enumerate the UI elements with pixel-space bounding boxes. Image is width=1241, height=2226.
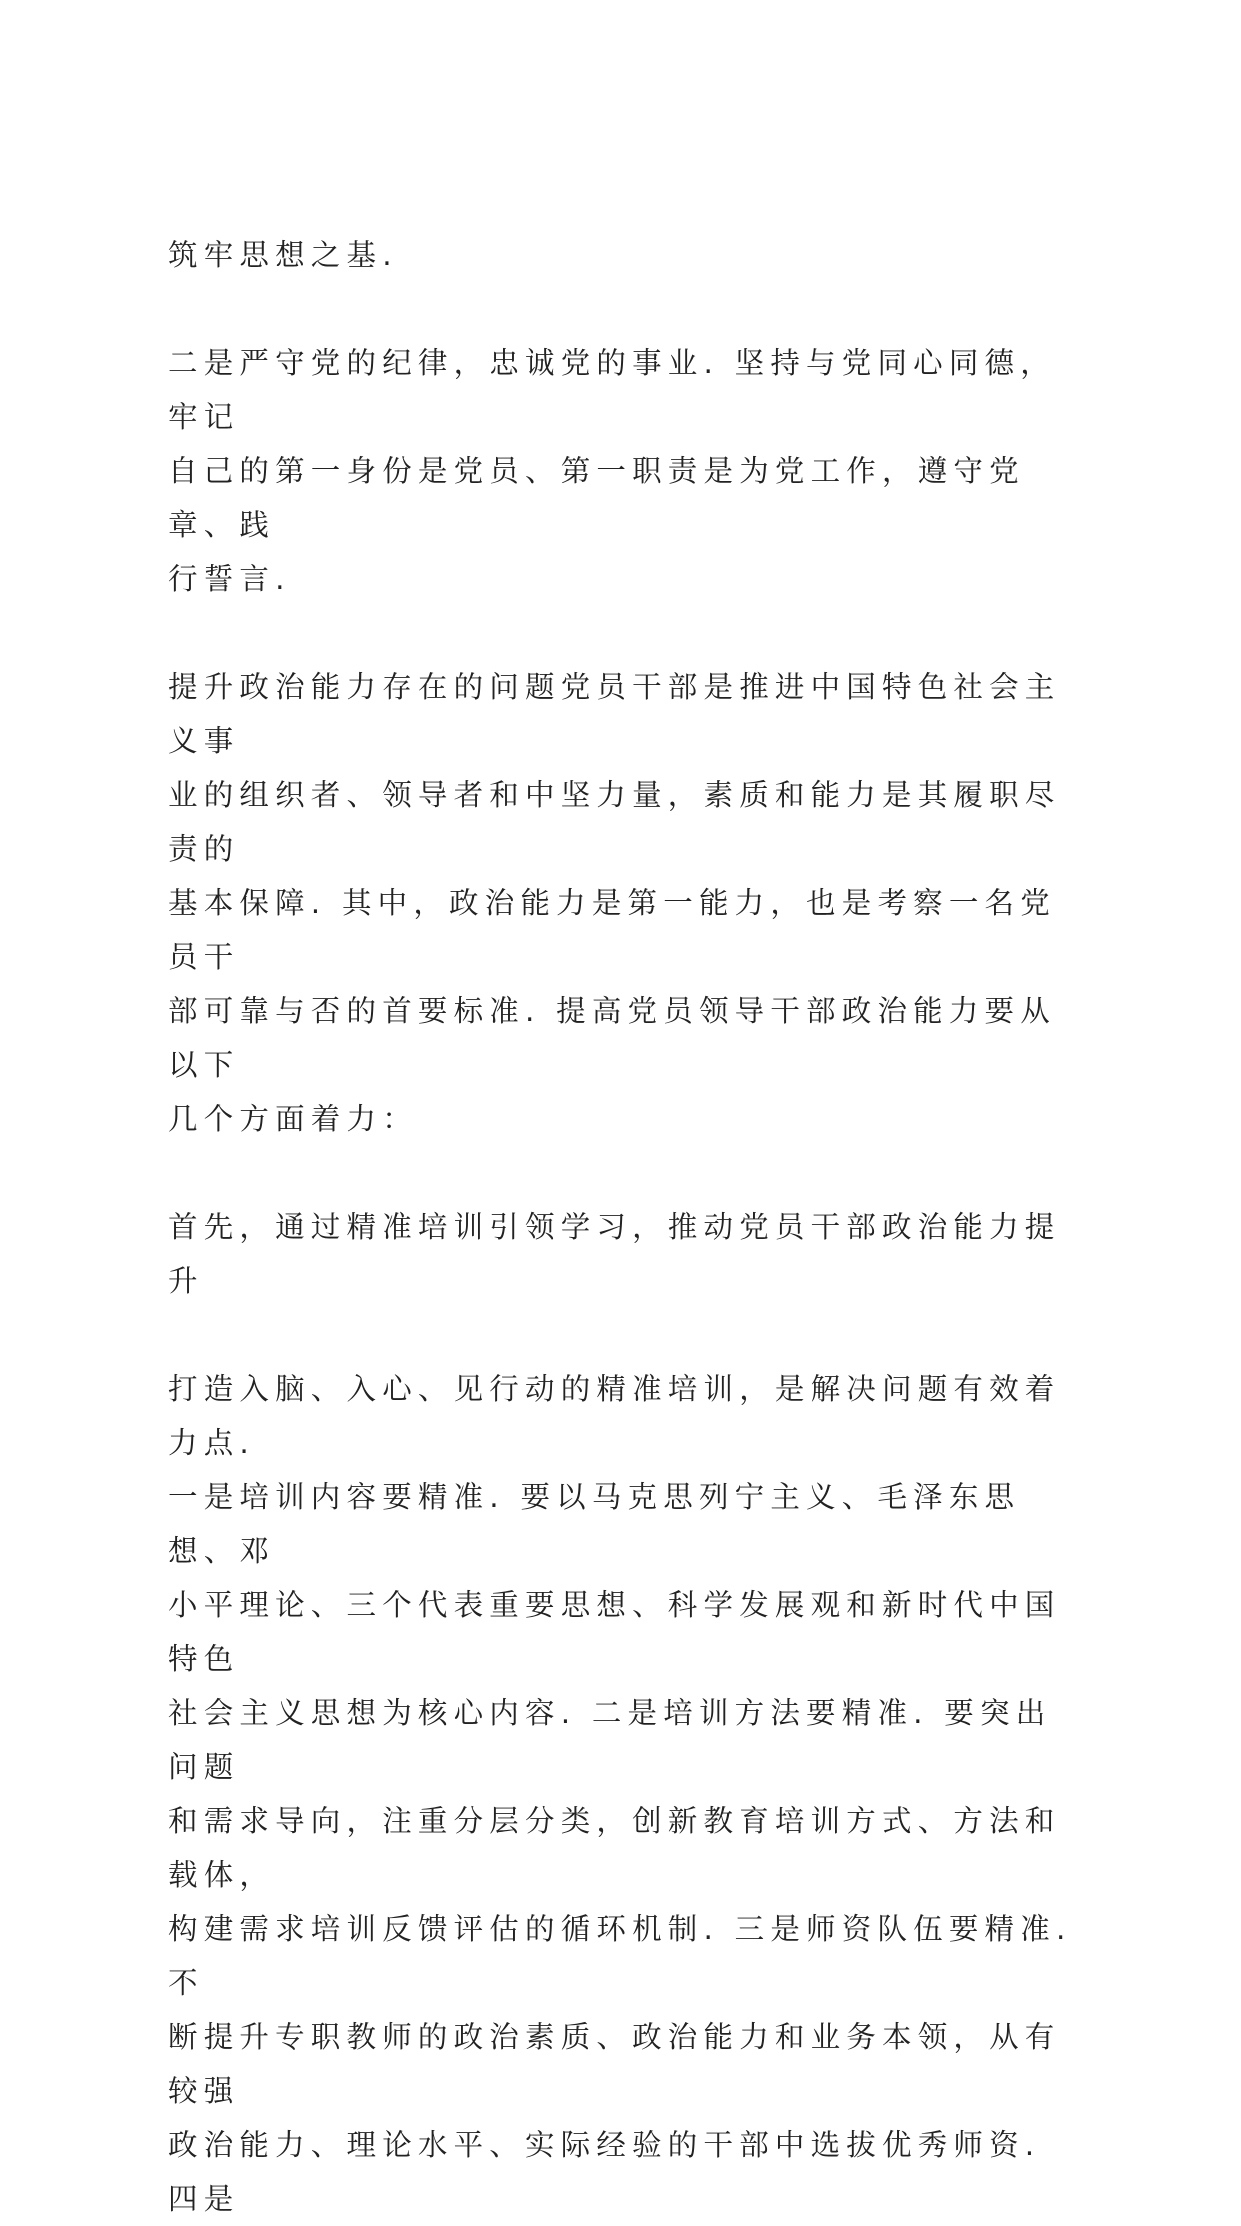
paragraph-3: 提升政治能力存在的问题党员干部是推进中国特色社会主义事 业的组织者、领导者和中坚力量，素质和能力是其履职尽责的 基本保障. 其中，政治能力是第一能力，也是考察一名党员干 部可靠与否的首要标准. 提高党员领导干部政治能力要从以下 几个方面着力：	[168, 670, 1061, 1136]
section-heading: 首先，通过精准培训引领学习，推动党员干部政治能力提升	[168, 1210, 1061, 1298]
paragraph-2: 二是严守党的纪律，忠诚党的事业. 坚持与党同心同德，牢记 自己的第一身份是党员、第一职责是为党工作，遵守党章、践 行誓言.	[168, 346, 1056, 596]
document-body	[168, 228, 1073, 2226]
paragraph-1: 筑牢思想之基.	[168, 238, 398, 272]
paragraph-5: 打造入脑、入心、见行动的精准培训，是解决问题有效着力点. 一是培训内容要精准. 要以马克思列宁主义、毛泽东思想、邓 小平理论、三个代表重要思想、科学发展观和新时代中国特色 社会主义思想为核心内容. 二是培训方法要精准. 要突出问题 和需求导向，注重分层分类，创新教育培训方式、方法和载体， 构建需求培训反馈评估的循环机制. 三是师资队伍要精准. 不 断提升专职教师的政治素质、政治能力和业务本领，从有较强 政治能力、理论水平、实际经验的干部中选拔优秀师资. 四是	[168, 1372, 1072, 2216]
